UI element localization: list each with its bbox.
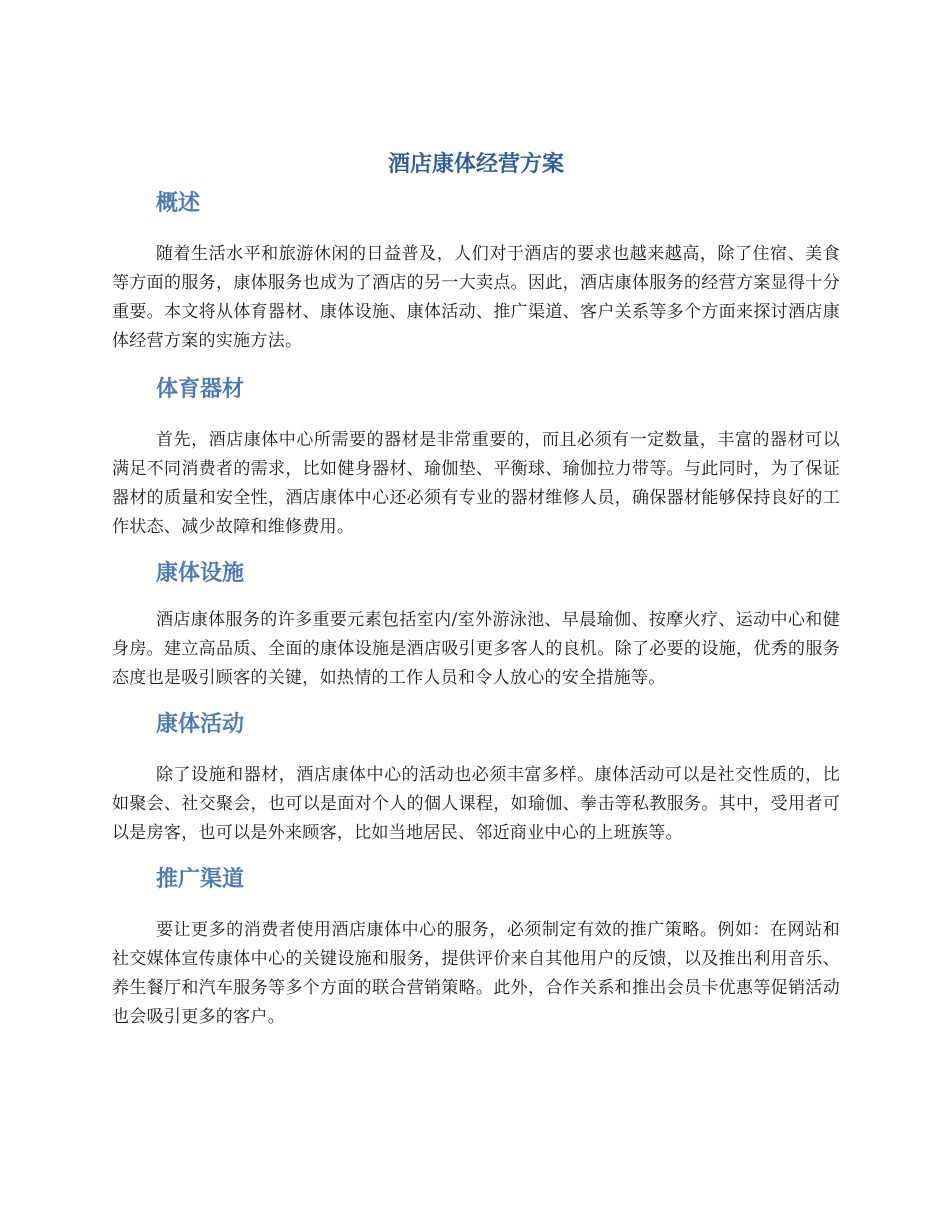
section-activities xyxy=(112,705,840,848)
section-paragraph-promotion: 要让更多的消费者使用酒店康体中心的服务，必须制定有效的推广策略。例如：在网站和社交媒体宣传康体中心的关键设施和服务，提供评价来自其他用户的反馈，以及推出利用音乐、养生餐厅和汽车服务等多个方面的联合营销策略。此外，合作关系和推出会员卡优惠等促销活动也会吸引更多的客户。 xyxy=(112,920,840,1027)
section-heading-activities: 康体活动 xyxy=(156,712,245,737)
section-paragraph-activities: 除了设施和器材，酒店康体中心的活动也必须丰富多样。康体活动可以是社交性质的，比如聚会、社交聚会，也可以是面对个人的個人课程，如瑜伽、拳击等私教服务。其中，受用者可以是房客，也可以是外来顾客，比如当地居民、邻近商业中心的上班族等。 xyxy=(112,765,840,843)
document-title: 酒店康体经营方案 xyxy=(387,152,564,177)
section-paragraph-facilities: 酒店康体服务的许多重要元素包括室内/室外游泳池、早晨瑜伽、按摩火疗、运动中心和健身房。建立高品质、全面的康体设施是酒店吸引更多客人的良机。除了必要的设施，优秀的服务态度也是吸引顾客的关键，如热情的工作人员和令人放心的安全措施等。 xyxy=(112,610,840,688)
section-facilities xyxy=(112,554,840,693)
section-equipment xyxy=(112,370,840,542)
section-paragraph-equipment: 首先，酒店康体中心所需要的器材是非常重要的，而且必须有一定数量，丰富的器材可以满足不同消费者的需求，比如健身器材、瑜伽垫、平衡球、瑜伽拉力带等。与此同时，为了保证器材的质量和安全性，酒店康体中心还必须有专业的器材维修人员，确保器材能够保持良好的工作状态、减少故障和维修费用。 xyxy=(112,430,840,537)
section-overview xyxy=(112,184,840,356)
section-promotion xyxy=(112,860,840,1032)
section-heading-equipment: 体育器材 xyxy=(156,377,245,402)
section-heading-promotion: 推广渠道 xyxy=(156,867,245,892)
section-heading-overview: 概述 xyxy=(156,191,201,216)
document-page xyxy=(112,146,840,1032)
section-paragraph-overview: 随着生活水平和旅游休闲的日益普及，人们对于酒店的要求也越来越高，除了住宿、美食等方面的服务，康体服务也成为了酒店的另一大卖点。因此，酒店康体服务的经营方案显得十分重要。本文将从体育器材、康体设施、康体活动、推广渠道、客户关系等多个方面来探讨酒店康体经营方案的实施方法。 xyxy=(112,244,840,351)
section-heading-facilities: 康体设施 xyxy=(156,561,245,586)
